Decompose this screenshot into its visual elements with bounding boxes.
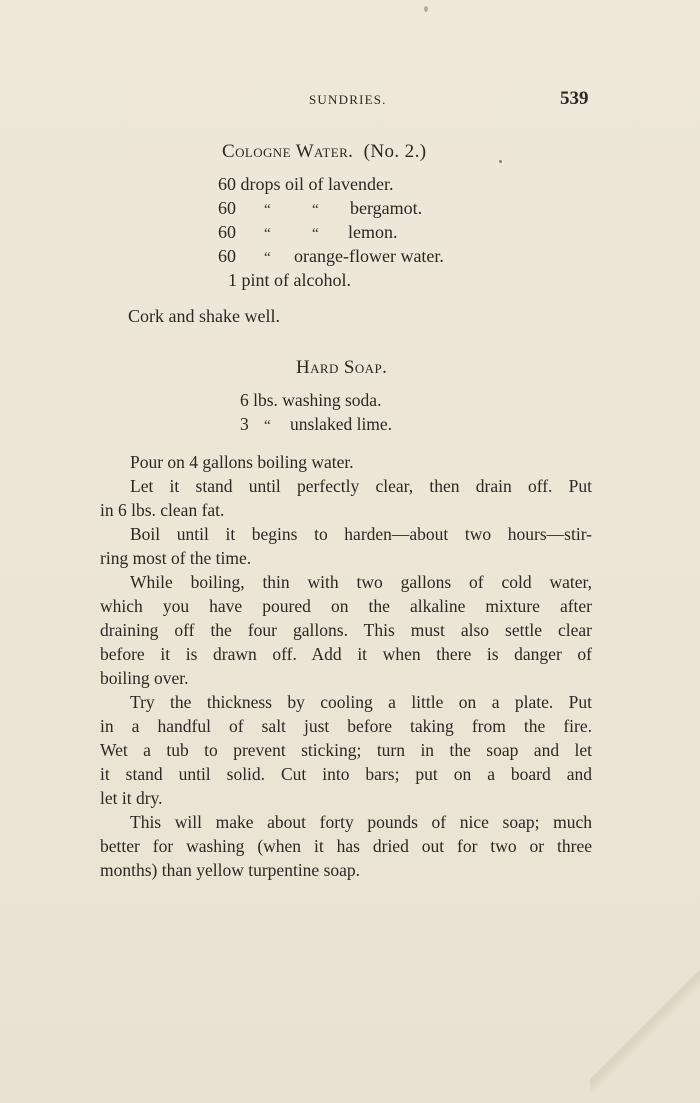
cologne-title-sub: (No. 2.) [363,141,427,162]
ingredient-text: unslaked lime. [290,414,393,434]
soap-title [296,357,387,379]
ingredient-text: lemon. [348,222,398,242]
ditto-mark: “ [264,418,271,434]
page-crease [590,913,700,1103]
soap-line: This will make about forty pounds of nice soap; much [130,812,592,832]
soap-line: in 6 lbs. clean fat. [100,500,225,520]
ingredient-text: bergamot. [350,198,423,218]
soap-line: Try the thickness by cooling a little on a plate. Put [130,692,592,712]
soap-line: Wet a tub to prevent sticking; turn in the soap and let [100,740,592,760]
ingredient-text: lbs. washing soda. [253,390,382,410]
soap-line: boiling over. [100,668,189,688]
soap-line: Boil until it begins to harden—about two hours—stir- [130,524,592,544]
ingredient-qty: 60 [218,198,236,218]
ingredient-qty: 60 [218,222,236,242]
cologne-ingredient [218,198,422,219]
soap-line: which you have poured on the alkaline mixture after [100,596,592,616]
running-title: SUNDRIES. [309,92,387,107]
soap-line: Let it stand until perfectly clear, then drain off. Put [130,476,592,496]
soap-ingredient [240,414,392,435]
soap-ingredient [240,390,381,411]
soap-title-text: Hard Soap. [296,357,388,378]
ingredient-text: drops oil of lavender. [240,174,394,194]
soap-line: let it dry. [100,788,163,808]
cologne-title [222,141,426,163]
ingredient-qty: 6 [240,390,249,410]
soap-line: ring most of the time. [100,548,252,568]
soap-line: it stand until solid. Cut into bars; put on a board and [100,764,592,784]
ingredient-qty: 3 [240,414,249,434]
ditto-mark: “ [312,202,319,218]
soap-line: Pour on 4 gallons boiling water. [130,452,354,472]
page-number: 539 [560,88,589,109]
cologne-instruction: Cork and shake well. [128,306,280,326]
cologne-ingredient [228,270,351,291]
soap-line: While boiling, thin with two gallons of cold water, [130,572,592,592]
ingredient-text: orange-flower water. [294,246,444,266]
ingredient-qty: 60 [218,174,236,194]
soap-line: better for washing (when it has dried out for two or three [100,836,592,856]
ditto-mark: “ [264,202,271,218]
ditto-mark: “ [264,250,271,266]
soap-line: before it is drawn off. Add it when there is danger of [100,644,592,664]
cologne-ingredient [218,174,393,195]
cologne-ingredient [218,246,444,267]
paper-speck [424,6,428,12]
ingredient-text: pint of alcohol. [241,270,351,290]
ditto-mark: “ [312,226,319,242]
cologne-title-main: Cologne Water. [222,141,354,162]
soap-line: draining off the four gallons. This must also settle clear [100,620,592,640]
soap-line: months) than yellow turpentine soap. [100,860,361,880]
cologne-ingredient [218,222,398,243]
soap-line: in a handful of salt just before taking from the fire. [100,716,592,736]
ditto-mark: “ [264,226,271,242]
paper-speck [499,160,502,163]
ingredient-qty: 60 [218,246,236,266]
ingredient-qty: 1 [228,270,237,290]
running-head [0,88,700,114]
